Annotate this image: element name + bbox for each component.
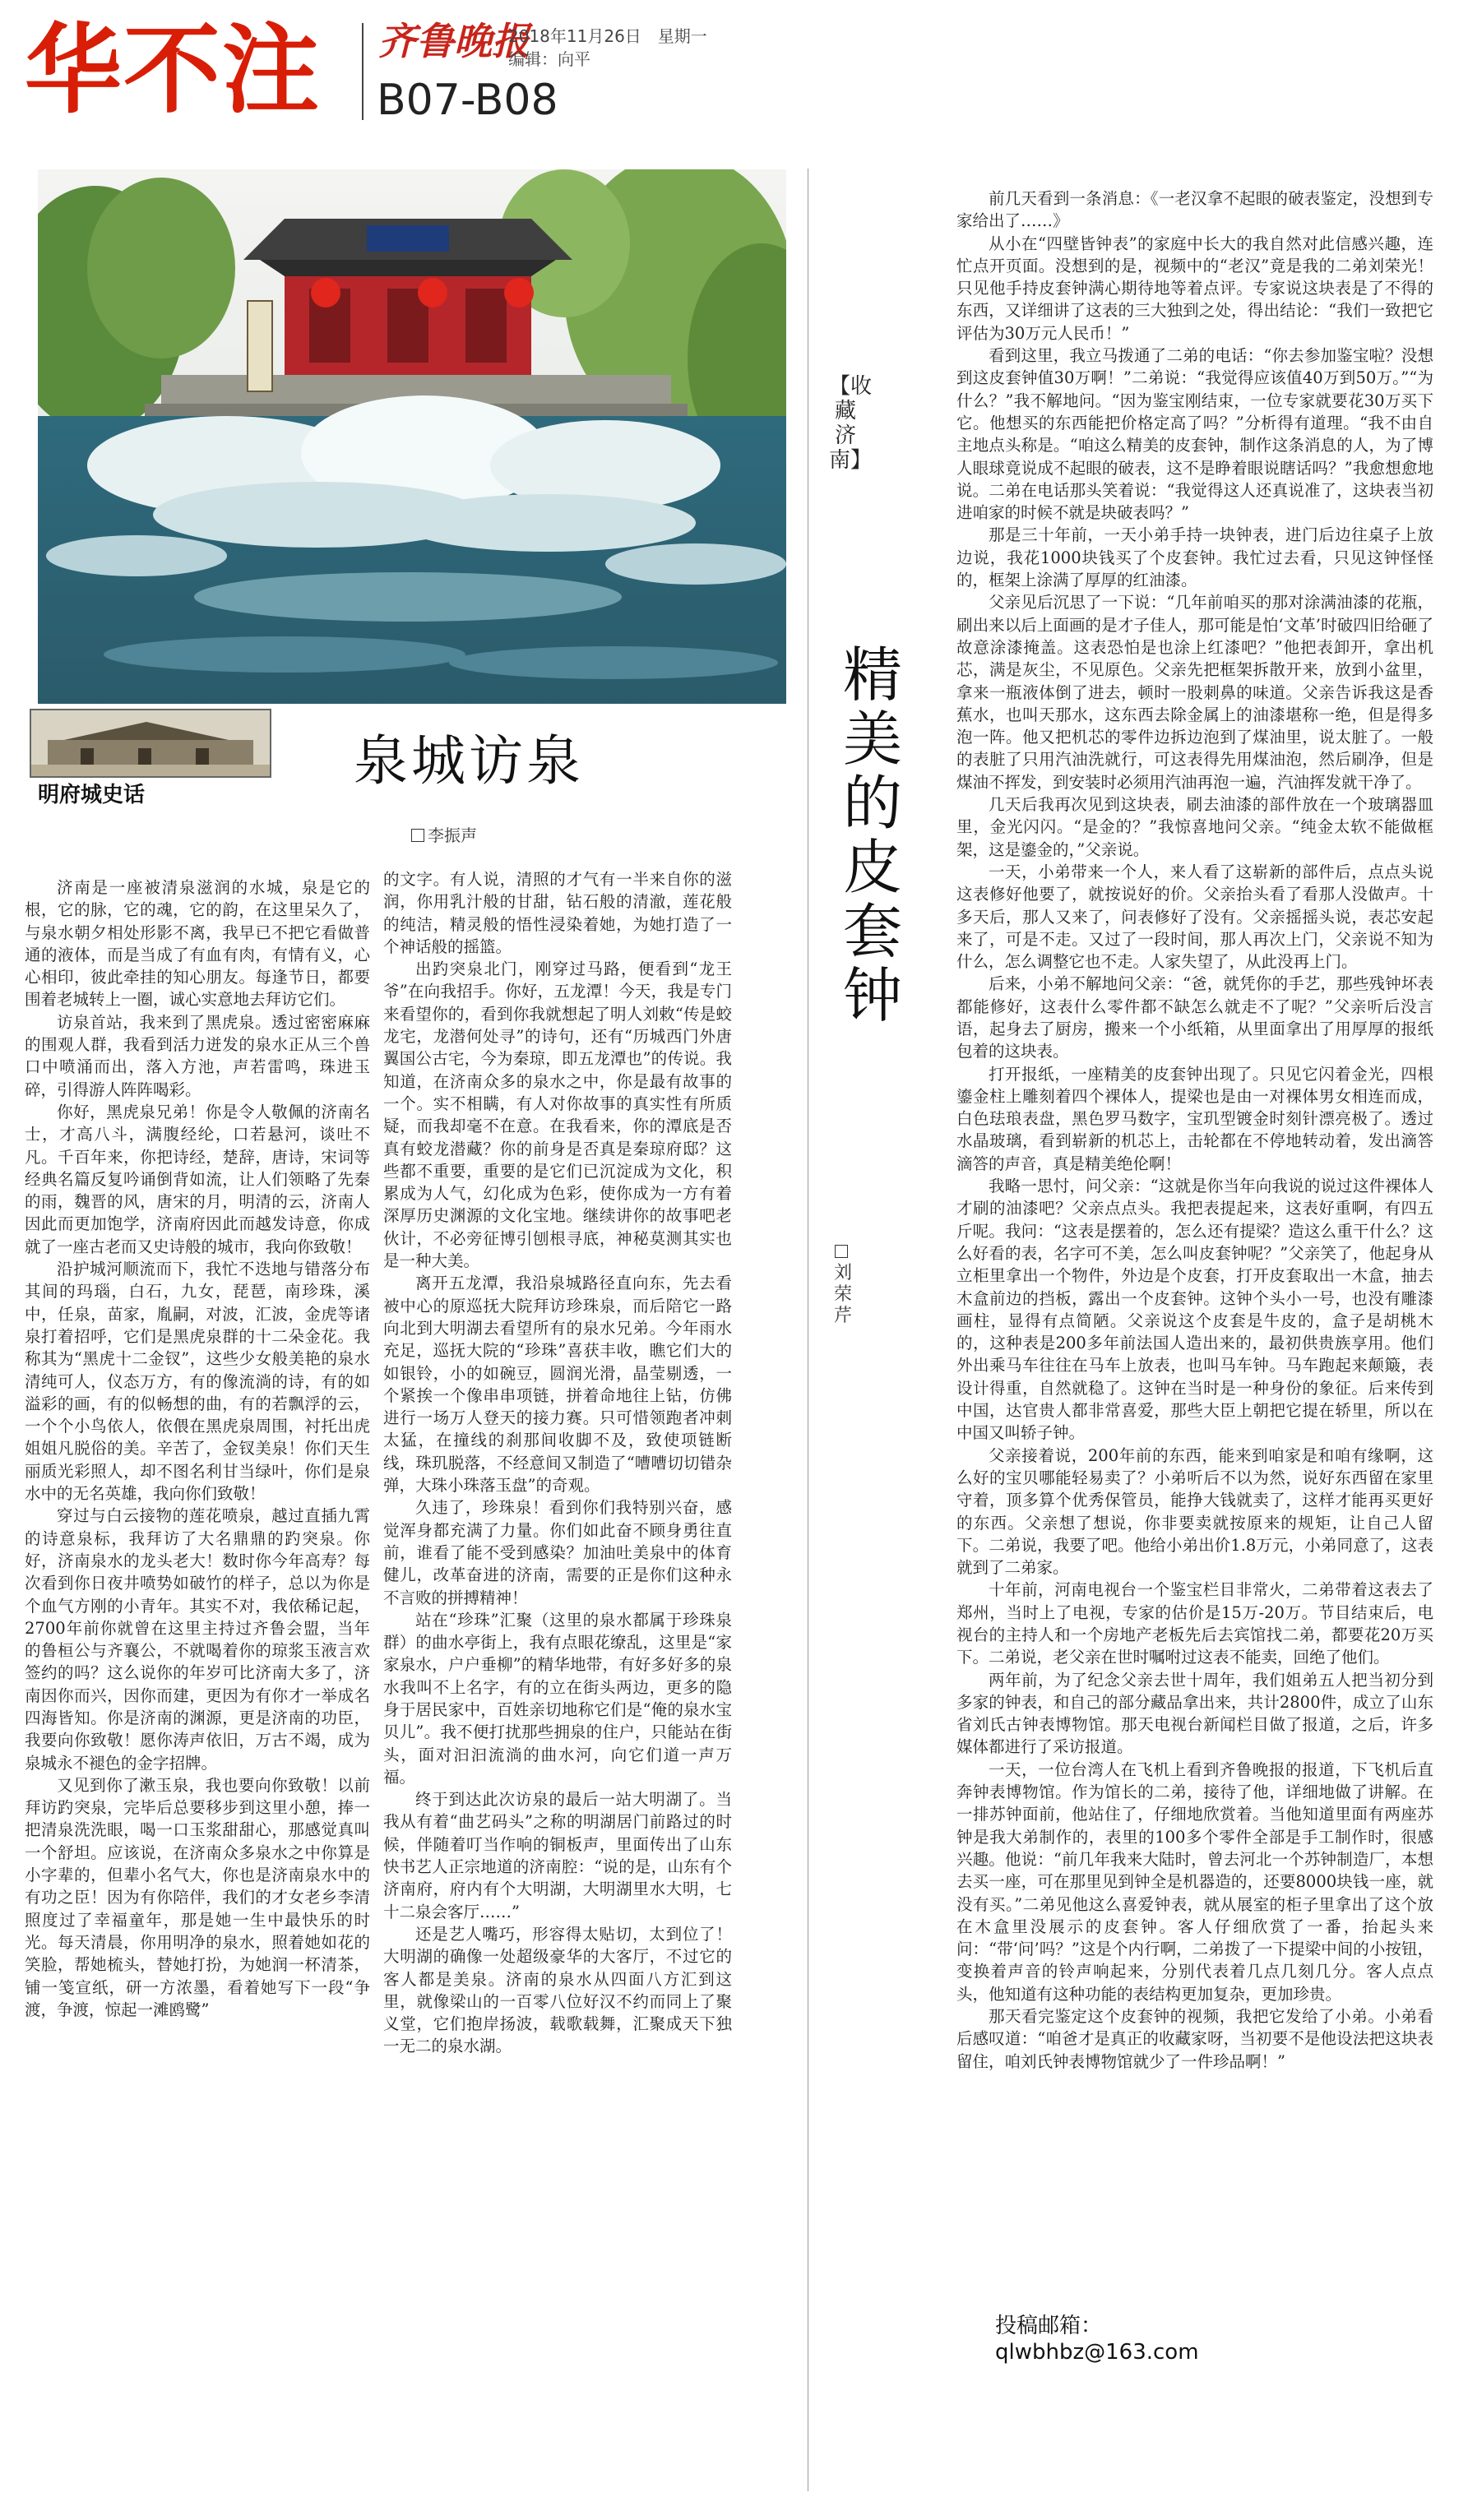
author-name: 李振声	[428, 825, 477, 845]
series-thumbnail-old-city	[30, 709, 271, 778]
paragraph: 站在“珍珠”汇聚（这里的泉水都属于珍珠泉群）的曲水亭街上，我有点眼花缭乱，这里是“家家泉水，户户垂柳”的精华地带，有好多好多的泉水我叫不上名字，有的立在街头两边，更多的隐身于居民家中，百姓亲切地称它们是“俺的泉水宝贝儿”。我不便打扰那些拥泉的住户，只能站在街头，面对汩汩流淌的曲水河，向它们道一声万福。	[383, 1610, 732, 1787]
paragraph: 沿护城河顺流而下，我忙不迭地与错落分布其间的玛瑙，白石，九女，琵琶，南珍珠，溪中，任泉，苗家，胤嗣，对波，汇波，金虎等诸泉打着招呼，它们是黑虎泉群的十二朵金花。我称其为“黑虎十二金钗”，这些少女般美艳的泉水清纯可人，仪态万方，有的像流淌的诗，有的如溢彩的画，有的似畅想的曲，有的若飘浮的云，一个个小鸟依人，依偎在黑虎泉周围，衬托出虎姐姐凡脱俗的美。辛苦了，金钗美泉！你们天生丽质光彩照人，却不图名利甘当绿叶，你们是泉水中的无名英雄，我向你们致敬！	[25, 1260, 370, 1504]
paragraph: 父亲接着说，200年前的东西，能来到咱家是和咱有缘啊，这么好的宝贝哪能轻易卖了？小弟听后不以为然，说好东西留在家里守着，顶多算个优秀保管员，能挣大钱就卖了，这样才能再买更好的东西。父亲想了想说，你非要卖就按原来的规矩，让自己人留下。二弟说，我要了吧。他给小弟出价1.8万元，小弟同意了，这表就到了二弟家。	[956, 1445, 1433, 1578]
paragraph: 十年前，河南电视台一个鉴宝栏目非常火，二弟带着这表去了郑州，当时上了电视，专家的估价是15万-20万。节目结束后，电视台的主持人和一个房地产老板先后去宾馆找二弟，都要花20万买下。二弟说，老父亲在世时嘱咐过这表不能卖，回绝了他们。	[956, 1580, 1433, 1667]
paragraph: 一天，小弟带来一个人，来人看了这崭新的部件后，点点头说这表修好他要了，就按说好的价。父亲抬头看了看那人没做声。十多天后，那人又来了，问表修好了没有。父亲摇摇头说，表芯安起来了，可是不走。又过了一段时间，那人再次上门，父亲说不知为什么，怎么调整它也不走。人家失望了，从此没再上门。	[956, 862, 1433, 972]
paragraph: 的文字。有人说，清照的才气有一半来自你的滋润，你用乳汁般的甘甜，钻石般的清澈，莲花般的纯洁，精灵般的悟性浸染着她，为她打造了一个神话般的摇篮。	[383, 870, 732, 956]
paragraph: 两年前，为了纪念父亲去世十周年，我们姐弟五人把当初分到多家的钟表，和自己的部分藏品拿出来，共计2800件，成立了山东省刘氏古钟表博物馆。那天电视台新闻栏目做了报道，之后，许多媒体都进行了采访报道。	[956, 1670, 1433, 1757]
paragraph: 一天，一位台湾人在飞机上看到齐鲁晚报的报道，下飞机后直奔钟表博物馆。作为馆长的二弟，接待了他，详细地做了讲解。在一排苏钟面前，他站住了，仔细地欣赏着。当他知道里面有两座苏钟是我大弟制作的，表里的100多个零件全部是手工制作时，很感兴趣。他说：“前几年我来大陆时，曾去河北一个苏钟制造厂，本想去买一座，可在那里见到钟全是机器造的，还要8000块钱一座，就没有买。”二弟见他这么喜爱钟表，就从展室的柜子里拿出了这个放在木盒里没展示的皮套钟。客人仔细欣赏了一番，抬起头来问：“带‘问’吗？”这是个内行啊，二弟拨了一下提梁中间的小按钮，变换着声音的铃声响起来，分别代表着几点几刻几分。客人点点头，他知道有这种功能的表结构更加复杂，更加珍贵。	[956, 1759, 1433, 2004]
article-column-2	[383, 868, 732, 2488]
paragraph: 几天后我再次见到这块表，刷去油漆的部件放在一个玻璃器皿里，金光闪闪。“是金的？”我惊喜地问父亲。“纯金太软不能做框架，这是鎏金的，”父亲说。	[956, 795, 1433, 859]
editor-credit: 编辑：向平	[508, 49, 590, 69]
paragraph: 久违了，珍珠泉！看到你们我特别兴奋，感觉浑身都充满了力量。你们如此奋不顾身勇往直前，谁看了能不受到感染？加油吐美泉中的体育健儿，改革奋进的济南，需要的正是你们这种永不言败的拼搏精神！	[383, 1498, 732, 1607]
photo-baotu-spring	[38, 169, 786, 704]
article-byline	[411, 822, 477, 846]
paragraph: 父亲见后沉思了一下说：“几年前咱买的那对涂满油漆的花瓶，刷出来以后上面画的是才子佳人，那可能是怕‘文革’时破四旧给砸了故意涂漆掩盖。这表恐怕是也涂上红漆吧？”他把表卸开，拿出机芯，满是灰尘，不见原色。父亲先把框架拆散开来，放到小盆里，拿来一瓶液体倒了进去，顿时一股刺鼻的味道。父亲告诉我这是香蕉水，也叫天那水，这东西去除金属上的油漆堪称一绝，但是得多泡一阵。他又把机芯的零件边拆边泡到了煤油里，说太脏了。一般的表脏了只用汽油洗就行，可这表得先用煤油泡，然后刷净，但是煤油不挥发，到安装时必须用汽油再泡一遍，汽油挥发就干净了。	[956, 593, 1433, 792]
contribution-label: 投稿邮箱：	[995, 2314, 1103, 2338]
masthead-divider	[362, 23, 364, 120]
section-kicker: 【收藏济南】	[829, 374, 873, 473]
paragraph: 还是艺人嘴巧，形容得太贴切，太到位了！大明湖的确像一处超级豪华的大客厅，不过它的客人都是美泉。济南的泉水从四面八方汇到这里，就像梁山的一百零八位好汉不约而同上了聚义堂，它们抱岸扬波，载歌载舞，汇聚成天下独一无二的泉水湖。	[383, 1924, 732, 2056]
author-name: 刘荣芹	[833, 1263, 852, 1326]
paragraph: 访泉首站，我来到了黑虎泉。透过密密麻麻的围观人群，我看到活力迸发的泉水正从三个兽口中喷涌而出，落入方池，声若雷鸣，珠进玉碎，引得游人阵阵喝彩。	[25, 1012, 370, 1099]
paragraph: 那是三十年前，一天小弟手持一块钟表，进门后边往桌子上放边说，我花1000块钱买了个皮套钟。我忙过去看，只见这钟怪怪的，框架上涂满了厚厚的红油漆。	[956, 525, 1433, 590]
paragraph: 看到这里，我立马拨通了二弟的电话：“你去参加鉴宝啦？没想到这皮套钟值30万啊！”二弟说：“我觉得应该值40万到50万。”“为什么？”我不解地问。“因为鉴宝刚结束，一位专家就要花30万买下它。他想买的东西能把价格定高了吗？”分析得有道理。“我不由自主地点头称是。“咱这么精美的皮套钟，制作这条消息的人，为了博人眼球竟说成不起眼的破表，这不是睁着眼说瞎话吗？”我愈想愈地说。二弟在电话那头笑着说：“我觉得这人还真说准了，这块表当初进咱家的时候不就是块破表吗？”	[956, 346, 1433, 523]
right-article-headline: 精美的皮套钟	[842, 640, 902, 1030]
paragraph: 从小在“四壁皆钟表”的家庭中长大的我自然对此信感兴趣，连忙点开页面。没想到的是，视频中的“老汉”竟是我的二弟刘荣光！只见他手持皮套钟满心期待地等着点评。专家说这块表是了不得的东西，又详细讲了这表的三大独到之处，得出结论：“我们一致把它评估为30万元人民币！”	[956, 234, 1433, 343]
paragraph: 济南是一座被清泉滋润的水城，泉是它的根，它的脉，它的魂，它的韵，在这里呆久了，与泉水朝夕相处形影不离，我早已不把它看做普通的液体，而是当成了有血有肉，有情有义，心心相印，彼此牵挂的知心朋友。每逢节日，都要围着老城转上一圈，诚心实意地去拜访它们。	[25, 878, 370, 1010]
contribution-email[interactable]: qlwbhbz@163.com	[995, 2340, 1199, 2365]
paragraph: 我略一思忖，问父亲：“这就是你当年向我说的说过这件裸体人才刷的油漆吧？父亲点点头。我把表提起来，这表好重啊，有四五斤呢。我问：“这表是摆着的，怎么还有提梁？造这么重干什么？这么好看的表，名字可不美，怎么叫皮套钟呢？”父亲笑了，他起身从立柜里拿出一个物件，外边是个皮套，打开皮套取出一木盒，抽去木盒前边的挡板，露出一个皮套钟。这钟个头小一号，也没有雕漆画柱，显得有点简陋。父亲说这个皮套是牛皮的，盒子是胡桃木的，这种表是200多年前法国人造出来的，最初供贵族享用。他们外出乘马车往往在马车上放表，也叫马车钟。马车跑起来颠簸，表设计得重，自然就稳了。这钟在当时是一种身份的象征。后来传到中国，达官贵人都非常喜爱，那些大臣上朝把它提在轿里，所以在中国又叫轿子钟。	[956, 1177, 1433, 1443]
paragraph: 后来，小弟不解地问父亲：“爸，就凭你的手艺，那些残钟坏表都能修好，这表什么零件都不缺怎么就走不了呢？”父亲听后没言语，起身去了厨房，搬来一个小纸箱，从里面拿出了用厚厚的报纸包着的这块表。	[956, 974, 1433, 1061]
paragraph: 又见到你了漱玉泉，我也要向你致敬！以前拜访趵突泉，完毕后总要移步到这里小憩，捧一把清泉洗洗眼，喝一口玉浆甜甜心，那感觉真叫一个舒坦。应该说，在济南众多泉水之中你算是小字辈的，但辈小名气大，你也是济南泉水中的有功之臣！因为有你陪伴，我们的才女老乡李清照度过了幸福童年，那是她一生中最快乐的时光。每天清晨，你用明净的泉水，照着她如花的笑脸，帮她梳头，替她打扮，为她润一杯清茶，铺一笺宣纸，研一方浓墨，看着她写下一段“争渡，争渡，惊起一滩鸥鹭”	[25, 1775, 370, 2019]
article-column-1	[25, 876, 370, 2488]
paragraph: 那天看完鉴定这个皮套钟的视频，我把它发给了小弟。小弟看后感叹道：“咱爸才是真正的收藏家呀，当初要不是他设法把这块表留住，咱刘氏钟表博物馆就少了一件珍品啊！”	[956, 2007, 1433, 2071]
right-article-body	[956, 187, 1433, 2268]
series-title: 明府城史话	[38, 783, 146, 807]
issue-date: 2018年11月26日 星期一	[508, 26, 707, 46]
newspaper-logo: 齐鲁晚报	[378, 19, 530, 63]
paragraph: 打开报纸，一座精美的皮套钟出现了。只见它闪着金光，四根鎏金柱上雕刻着四个裸体人，提梁也是由一对裸体男女相连而成，白色珐琅表盘，黑色罗马数字，宝玑型镀金时刻针漂亮极了。透过水晶玻璃，看到崭新的机芯上，击轮都在不停地转动着，发出滴答滴答的声音，真是精美绝伦啊！	[956, 1064, 1433, 1173]
paragraph: 终于到达此次访泉的最后一站大明湖了。当我从有着“曲艺码头”之称的明湖居门前路过的时候，伴随着叮当作响的铜板声，里面传出了山东快书艺人正宗地道的济南腔：“说的是，山东有个济南府，府内有个大明湖，大明湖里水大明，七十二泉会客厅……”	[383, 1790, 732, 1921]
right-article-byline	[831, 1242, 855, 1327]
paragraph: 出趵突泉北门，刚穿过马路，便看到“龙王爷”在向我招手。你好，五龙潭！今天，我是专门来看望你的，看到你我就想起了明人刘敕“传是蛟龙宅，龙潜何处寻”的诗句，还有“历城西门外唐翼国公古宅，今为秦琼，即五龙潭也”的传说。我知道，在济南众多的泉水之中，你是最有故事的一个。实不相瞒，有人对你故事的真实性有所质疑，而我却毫不在意。在我看来，你的潭底是否真有蛟龙潜藏？你的前身是否真是秦琼府邸？这些都不重要，重要的是它们已沉淀成为文化，积累成为人气，幻化成为色彩，使你成为一方有着深厚历史渊源的文化宝地。继续讲你的故事吧老伙计，不必旁征博引刨根寻底，神秘莫测其实也是一种大美。	[383, 959, 732, 1271]
paragraph: 你好，黑虎泉兄弟！你是令人敬佩的济南名士，才高八斗，满腹经纶，口若悬河，谈吐不凡。千百年来，你把诗经，楚辞，唐诗，宋词等经典名篇反复吟诵倒背如流，让人们领略了先秦的雨，魏晋的风，唐宋的月，明清的云，济南人因此而更加饱学，济南府因此而越发诗意，你成就了一座古老而又史诗般的城市，我向你致敬！	[25, 1102, 370, 1256]
masthead-brand: 华不注	[25, 13, 322, 127]
page-numbers: B07-B08	[377, 76, 558, 125]
article-headline: 泉城访泉	[354, 729, 584, 793]
paragraph: 离开五龙潭，我沿泉城路径直向东，先去看被中心的原巡抚大院拜访珍珠泉，而后陪它一路向北到大明湖去看望所有的泉水兄弟。今年雨水充足，巡抚大院的“珍珠”喜获丰收，瞧它们大的如银铃，小的如碗豆，圆润光滑，晶莹剔透，一个紧挨一个像串串项链，拼着命地往上钻，仿佛进行一场万人登天的接力赛。只可惜领跑者冲刺太猛，在撞线的刹那间收脚不及，致使项链断线，珠玑脱落，不经意间又制造了“嘈嘈切切错杂弹，大珠小珠落玉盘”的奇观。	[383, 1274, 732, 1496]
paragraph: 穿过与白云接物的莲花喷泉，越过直插九霄的诗意泉标，我拜访了大名鼎鼎的趵突泉。你好，济南泉水的龙头老大！数时你今年高寿？每次看到你日夜井喷势如破竹的样子，总以为你是个血气方刚的小青年。其实不对，我依稀记起，2700年前你就曾在这里主持过齐鲁会盟，当年的鲁桓公与齐襄公，不就喝着你的琼浆玉液言欢签约的吗？这么说你的年岁可比济南大多了，济南因你而兴，因你而建，更因为有你才一举成名四海皆知。你是济南的渊源，更是济南的功臣，我要向你致敬！愿你涛声依旧，万古不竭，成为泉城永不褪色的金字招牌。	[25, 1506, 370, 1773]
paragraph: 前几天看到一条消息：《一老汉拿不起眼的破表鉴定，没想到专家给出了……》	[956, 189, 1433, 231]
